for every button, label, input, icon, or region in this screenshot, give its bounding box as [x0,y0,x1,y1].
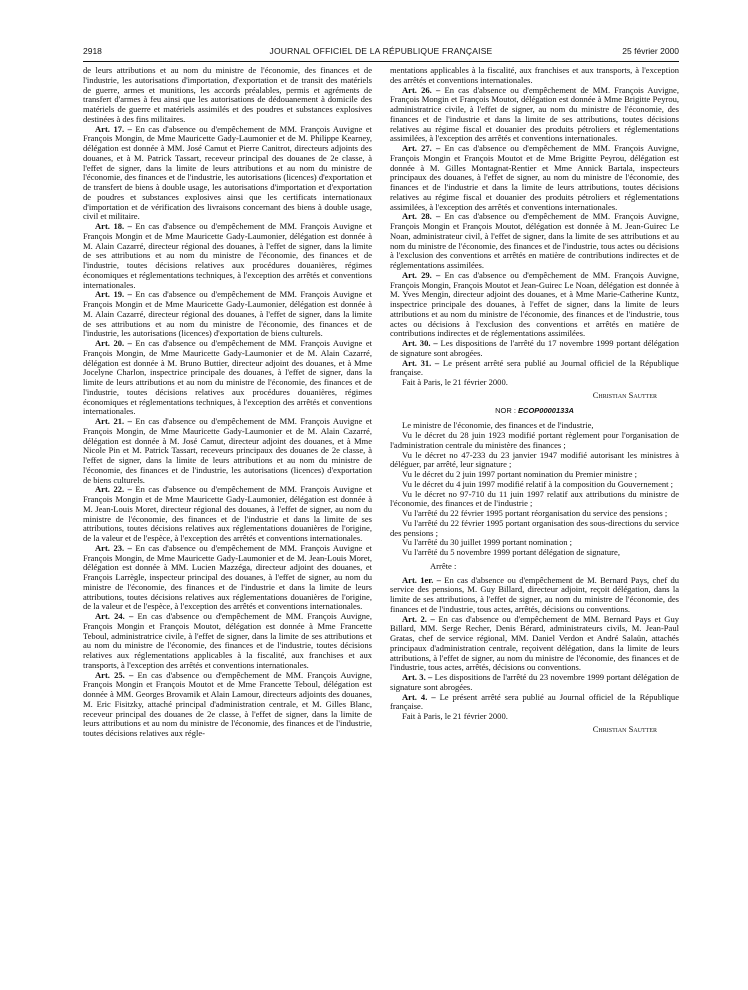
article-number: Art. 25. – [95,669,134,680]
article-number: Art. 23. – [95,542,132,553]
article-paragraph [390,576,679,615]
article-number: Art. 18. – [95,221,132,231]
article-text: En cas d'absence ou d'empêchement de MM. François Auvigne et François Mongin, de Mme Mauricette Gady-Laumonier et de M. Alain Cazarré, délégation est donnée à M. José Camut, directeur adjoint des douanes, et à Mme Nicole Pin et M. Patrick Tassart, receveurs principaux des douanes de 2e classe, à l'effet de signer, dans la limite de leurs attributions et au nom du ministre de l'économie, des finances et de l'industrie, les autorisations (licences) d'exportation de biens culturels. [83,416,372,485]
visa-line: Vu le décret no 97-710 du 11 juin 1997 relatif aux attributions du ministre de l'économie, des finances et de l'industrie ; [390,488,679,509]
second-decree-articles [390,576,679,713]
article-paragraph [83,485,372,544]
article-paragraph [83,222,372,290]
article-paragraph [390,673,679,693]
first-decree-end [390,66,679,378]
article-text: Les dispositions de l'arrêté du 23 novembre 1999 portant délégation de signature sont abrogées. [390,672,679,692]
issue-date: 25 février 2000 [622,46,679,56]
visa-line: Vu l'arrêté du 22 février 1995 portant organisation des sous-directions du service des pensions ; [390,517,679,538]
article-paragraph [390,339,679,359]
article-text: En cas d'absence ou d'empêchement de MM. François Auvigne et François Mongin et de Mme Mauricette Gady-Laumonier, délégation est donnée à M. Jean-Louis Moret, directeur régional des douanes, à l'effet de signer, au nom du ministre de l'économie, des finances et de l'industrie et dans la limite de ses attributions, toutes décisions relatives aux réglementations douanières de l'origine, de la valeur et de l'espèce, à l'exception des arrêtés et conventions internationales. [83,484,372,543]
article-paragraph [390,693,679,713]
article-paragraph [390,144,679,212]
article-paragraph [390,86,679,145]
article-number: Art. 20. – [95,338,132,348]
visas-list [390,421,679,558]
article-number: Art. 30. – [402,338,438,348]
fait-a-paris-1: Fait à Paris, le 21 février 2000. [402,377,508,387]
fait-a-paris-2: Fait à Paris, le 21 février 2000. [402,711,508,721]
visa-line: Vu le décret du 28 juin 1923 modifié portant règlement pour l'organisation de l'administration centrale du ministère des finances ; [390,430,679,450]
article-number: Art. 24. – [95,611,134,621]
article-number: Art. 26. – [402,84,441,95]
article-text: En cas d'absence ou d'empêchement de M. Bernard Pays, chef du service des pensions, M. Guy Billard, directeur adjoint, reçoit délégation, dans la limite de ses attributions, à l'effet de signer, au nom du ministre de l'économie, des finances et de l'industrie, tous actes, arrêtés, décisions ou conventions. [390,574,679,614]
article-text: En cas d'absence ou d'empêchement de MM. François Auvigne, François Mongin, François Moutot et Jean-Guirec Le Noan, délégation est donnée à M. Yves Mengin, directeur adjoint des douanes, et à Mme Marie-Catherine Kuntz, inspectrice principale des douanes, à l'effet de signer, dans la limite de leurs attributions et au nom du ministre de l'économie, des finances et de l'industrie, tous actes ou décisions à l'exclusion des conventions et arrêtés en matière de contributions indirectes et de réglementations assimilées. [390,269,679,339]
page-number: 2918 [83,46,102,56]
article-number: Art. 31. – [402,357,440,368]
page-header [83,46,679,60]
article-number: Art. 19. – [95,289,132,300]
header-rule [83,61,679,62]
article-paragraph [83,671,372,739]
article-number: Art. 22. – [95,484,132,495]
article-paragraph [390,212,679,271]
article-paragraph [83,290,372,339]
article-text: En cas d'absence ou d'empêchement de MM. Bernard Pays et Guy Billard, MM. Serge Recher, Denis Bérard, administrateurs civils, M. Jean-Paul Gratas, chef de service régional, MM. Daniel Verdon et André Salaün, attachés principaux d'administration centrale, reçoivent délégation, dans la limite de leurs attributions, à l'effet de signer, au nom du ministre de l'économie, des finances et de l'industrie, tous actes, arrêtés, décisions ou conventions. [390,613,679,673]
article-number: Art. 1er. – [402,574,441,585]
visa-line: Vu l'arrêté du 22 février 1995 portant réorganisation du service des pensions ; [402,508,668,518]
article-text: de leurs attributions et au nom du ministre de l'économie, des finances et de l'industrie, les autorisations d'importation, d'exportation et de transit des matériels de guerre, armes et munitions, les accords préalables, permis et agréments de transfert d'armes à feu ainsi que les autorisations de dédouanement à domicile des matériels de guerre et matériels assimilés et des poudres et substances explosives destinées à des fins militaires. [83,66,372,124]
article-text: Le présent arrêté sera publié au Journal officiel de la République française. [390,357,679,378]
article-text: En cas d'absence ou d'empêchement de MM. François Auvigne, François Mongin et François Moutot, délégation est donnée à Mme Brigitte Peyrou, administratrice civile, à l'effet de signer, au nom du ministre de l'économie, des finances et de l'industrie et dans la limite de ses attributions, toutes décisions relatives au régime fiscal et douanier des produits pétroliers et réglementations assimilées, à l'exception des arrêtés et conventions internationales. [390,84,679,144]
article-text: Le présent arrêté sera publié au Journal officiel de la République française. [390,691,679,712]
article-paragraph [390,359,679,379]
article-text: En cas d'absence ou d'empêchement de MM. François Auvigne et François Mongin et de Mme Mauricette Gady-Laumonier, délégation est donnée à M. Alain Cazarré, directeur régional des douanes, à l'effet de signer, dans la limite de ses attributions et au nom du ministre de l'économie, des finances et de l'industrie, toutes décisions relatives aux procédures douanières, régimes économiques et réglementations techniques, à l'exception des arrêtés et conventions internationales. [83,221,372,290]
article-number: Art. 2. – [402,613,435,624]
article-number: Art. 21. – [95,416,132,426]
article-paragraph [390,615,679,674]
article-text: En cas d'absence ou d'empêchement de MM. François Auvigne, François Mongin et François Moutot, délégation est donnée à M. Jean-Guirec Le Noan, administrateur civil, à l'effet de signer, dans la limite de ses attributions et au nom du ministre de l'économie, des finances et de l'industrie, tous actes ou décisions à l'exclusion des conventions et arrêtés en matière de contributions indirectes et de réglementations assimilées. [390,211,679,270]
article-text: En cas d'absence ou d'empêchement de MM. François Auvigne et François Mongin, de Mme Mauricette Gady-Laumonier et de M. Philippe Kearney, délégation est donnée à MM. José Camut et Pierre Canitrot, directeurs adjoints des douanes, et à M. Patrick Tassart, receveur principal des douanes de 2e classe, à l'effet de signer, dans la limite de leurs attributions et au nom du ministre de l'économie, des finances et de l'industrie, les autorisations (licences) d'exportation et de transfert de biens à double usage, les autorisations d'importation et d'exportation de poudres et substances explosives ainsi que les certificats internationaux d'importation et de vérification des livraisons concernant des biens à double usage, civil et militaire. [83,123,372,222]
article-text: En cas d'absence ou d'empêchement de MM. François Auvigne, François Mongin et François Moutot, délégation est donnée à Mme Francette Teboul, administratrice civile, à l'effet de signer, dans la limite de ses attributions et au nom du ministre de l'économie, des finances et de l'industrie, toutes décisions relatives aux réglementations applicables à la fiscalité, aux franchises et aux transports, à l'exception des arrêtés et conventions internationales. [83,611,372,670]
article-text: En cas d'absence ou d'empêchement de MM. François Auvigne et François Mongin, de Mme Mauricette Gady-Laumonier et de M. Alain Cazarré, délégation est donnée à M. Bruno Buttier, directeur adjoint des douanes, et à Mme Jocelyne Charlon, inspectrice principale des douanes, à l'effet de signer, dans la limite de leurs attributions et au nom du ministre de l'économie, des finances et de l'industrie, toutes décisions relatives aux procédures douanières, régimes économiques et réglementations techniques, à l'exception des arrêtés et conventions internationales. [83,338,372,417]
article-paragraph [83,612,372,671]
visa-line: Vu le décret du 2 juin 1997 portant nomination du Premier ministre ; [402,469,637,479]
article-paragraph [83,417,372,485]
article-paragraph [83,339,372,417]
arrete-label: Arrête : [430,560,457,571]
visa-line: Vu le décret du 4 juin 1997 modifié relatif à la composition du Gouvernement ; [402,478,674,489]
article-number: Art. 17. – [95,123,132,134]
article-number: Art. 4. – [402,691,436,702]
article-text: En cas d'absence ou d'empêchement de MM. François Auvigne et François Mongin et de Mme Mauricette Gady-Laumonier, délégation est donnée à M. Alain Cazarré, directeur régional des douanes, à l'effet de signer, dans la limite de ses attributions et au nom du ministre de l'économie, des finances et de l'industrie, les autorisations (licences) d'exportation de biens culturels. [83,289,372,339]
article-number: Art. 27. – [402,143,441,153]
visa-line: Vu l'arrêté du 30 juillet 1999 portant nomination ; [402,537,573,548]
nor-code: ECOP0000133A [518,405,574,415]
visa-line: Vu le décret no 47-233 du 23 janvier 1947 modifié autorisant les ministres à déléguer, par arrêté, leur signature ; [390,449,679,470]
right-column [390,66,679,986]
signature-1: Christian Sautter [592,389,657,400]
article-text: En cas d'absence ou d'empêchement de MM. François Auvigne, François Mongin et François Moutot et de Mme Brigitte Peyrou, délégation est donnée à M. Gilles Montagnat-Rentier et Mme Annick Bartala, inspecteurs principaux des douanes, à l'effet de signer, au nom du ministre de l'économie, des finances et de l'industrie et dans la limite de leurs attributions, toutes décisions relatives au régime fiscal et douanier des produits pétroliers et réglementations assimilées, à l'exception des arrêtés et conventions internationales. [390,143,679,212]
journal-title: JOURNAL OFFICIEL DE LA RÉPUBLIQUE FRANÇAISE [269,46,493,56]
signature-2: Christian Sautter [592,723,657,734]
visa-line: Vu l'arrêté du 5 novembre 1999 portant délégation de signature, [402,547,620,557]
visa-line: Le ministre de l'économie, des finances et de l'industrie, [402,420,594,431]
article-text: Les dispositions de l'arrêté du 17 novembre 1999 portant délégation de signature sont abrogées. [390,338,679,358]
nor-label: NOR : [495,405,516,415]
nor-reference [390,406,679,416]
left-column [83,66,372,986]
article-paragraph [390,66,679,86]
article-text: En cas d'absence ou d'empêchement de MM. François Auvigne, François Mongin et François Moutot et de Mme Francette Teboul, délégation est donnée à MM. Georges Brovamik et Alain Lamour, directeurs adjoints des douanes, M. Eric Fisitzky, attaché principal d'administration centrale, et M. Gilles Blanc, receveur principal des douanes de 2e classe, à l'effet de signer, dans la limite de leurs attributions et au nom du ministre de l'économie, des finances et de l'industrie, toutes décisions relatives aux régle- [83,669,372,738]
article-paragraph [83,66,372,125]
article-paragraph [83,544,372,612]
article-paragraph [83,125,372,223]
article-paragraph [390,271,679,339]
article-number: Art. 3. – [402,672,433,682]
article-number: Art. 29. – [402,269,441,280]
article-text: En cas d'absence ou d'empêchement de MM. François Auvigne et François Mongin, de Mme Mauricette Gady-Laumonier et de M. Jean-Louis Moret, délégation est donnée à MM. Lucien Mazzéga, directeur adjoint des douanes, et François Larrègle, inspecteur principal des douanes, à l'effet de signer, au nom du ministre de l'économie, des finances et de l'industrie et dans la limite de leurs attributions, toutes décisions relatives aux réglementations douanières de l'origine, de la valeur et de l'espèce, à l'exception des arrêtés et conventions internationales. [83,542,372,612]
article-number: Art. 28. – [402,211,441,222]
article-text: mentations applicables à la fiscalité, aux franchises et aux transports, à l'exception des arrêtés et conventions internationales. [390,66,679,85]
